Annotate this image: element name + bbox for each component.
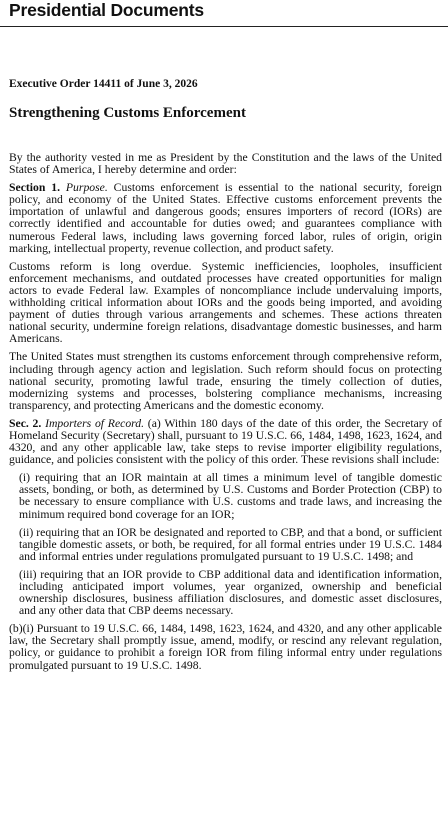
section-2-paragraph-b: (b)(i) Pursuant to 19 U.S.C. 66, 1484, 1498, 1623, 1624, and 4320, and any other applicable law, the Secretary shall promptly issue, amend, modify, or rescind any relevant regulation, policy, or guidance to prohibit a foreign IOR from filing informal entry under regulations promulgated pursuant to 19 U.S.C. 1498. <box>9 622 442 672</box>
order-body <box>9 152 442 678</box>
executive-order-title: Strengthening Customs Enforcement <box>9 105 246 121</box>
section-1-paragraph-1 <box>9 182 442 255</box>
section-2-item-ii: (ii) requiring that an IOR be designated and reported to CBP, and that a bond, or sufficient tangible domestic assets, or both, be required, for all formal entries under 19 U.S.C. 1484 and informal entries under regulations promulgated pursuant to 19 U.S.C. 1498; and <box>19 525 442 563</box>
section-1-paragraph-3: The United States must strengthen its customs enforcement through comprehensive reform, including through agency action and legislation. Such reform should focus on protecting national security, promoting lawful trade, ensuring the timely collection of duties, modernizing systems and processes, bolstering compliance mechanisms, increasing transparency, and protecting Americans and the domestic economy. <box>9 350 442 412</box>
section-2-item-iii: (iii) requiring that an IOR provide to CBP additional data and identification information, including anticipated import volumes, year organized, ownership and beneficial ownership disclosures, business affiliation disclosures, and domestic asset disclosures, and any other data that CBP deems necessary. <box>19 567 442 618</box>
section-1-text: Customs enforcement is essential to the national security, foreign policy, and economy of the United States. Effective customs enforcement prevents the importation of unlawful and dangerous goods; ensures importers of record (IORs) are correctly identified and accountable for duties owed; and guarantees compliance with numerous Federal laws, including laws governing forced labor, rules of origin, origin marking, intellectual property, revenue collection, and product safety. <box>9 181 443 255</box>
section-1-paragraph-2: Customs reform is long overdue. Systemic inefficiencies, loopholes, insufficient enforcement mechanisms, and outdated processes have created opportunities for malign actors to evade Federal law. Examples of noncompliance include undervaluing imports, withholding critical information about IORs and the goods being imported, and avoiding payment of duties through various arrangements and schemes. These actions threaten national security, undermine foreign relations, disadvantage domestic businesses, and harm Americans. <box>9 259 442 346</box>
section-2-paragraph-a <box>9 418 442 466</box>
section-1-heading: Purpose. <box>65 181 108 195</box>
section-2-a-text: (a) Within 180 days of the date of this order, the Secretary of Homeland Security (Secretary) shall, pursuant to 19 U.S.C. 66, 1484, 1498, 1623, 1624, and 4320, and any other applicable law, take steps to revise importer eligibility regulations, guidance, and policies consistent with the policy of this order. These revisions shall include: <box>9 416 443 467</box>
section-2-label: Sec. 2. <box>9 416 42 430</box>
section-2-heading: Importers of Record. <box>45 416 145 430</box>
page-title: Presidential Documents <box>9 0 204 20</box>
section-2-item-i: (i) requiring that an IOR maintain at all times a minimum level of tangible domestic assets, bonding, or both, as determined by U.S. Customs and Border Protection (CBP) to be necessary to ensure compliance with U.S. customs and trade laws, and increasing the minimum required bond coverage for an IOR; <box>19 471 442 521</box>
executive-order-number: Executive Order 14411 of June 3, 2026 <box>9 78 198 90</box>
section-1-label: Section 1. <box>9 181 61 195</box>
document-header <box>0 0 448 27</box>
preamble-paragraph: By the authority vested in me as President by the Constitution and the laws of the United States of America, I hereby determine and order: <box>9 151 442 177</box>
